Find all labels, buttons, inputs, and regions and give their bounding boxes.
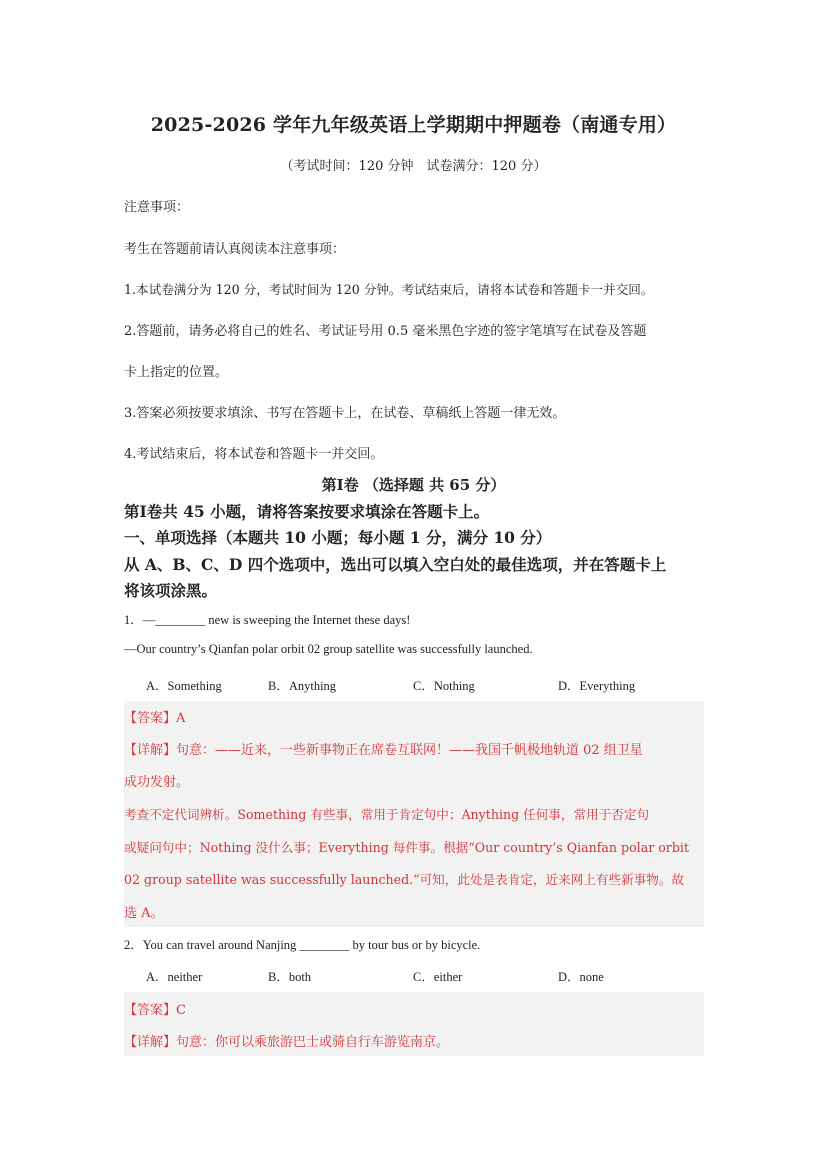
question-stem: 2．You can travel around Nanjing ________ by tour bus or by bicycle. bbox=[124, 938, 481, 952]
answer-label: 【答案】C bbox=[124, 1003, 186, 1018]
option-a: A．Something bbox=[146, 679, 222, 693]
notes-item: 1.本试卷满分为 120 分，考试时间为 120 分钟。考试结束后，请将本试卷和答题卡一并交回。 bbox=[124, 282, 654, 297]
option-c: C．Nothing bbox=[413, 679, 475, 693]
detail-line: 考查不定代词辨析。Something 有些事，常用于肯定句中；Anything 任何事，常用于否定句 bbox=[124, 807, 650, 822]
question-stem: 1．—________ new is sweeping the Internet these days! bbox=[124, 613, 411, 627]
answer-label: 【答案】A bbox=[124, 711, 186, 726]
notes-heading: 注意事项： bbox=[124, 200, 190, 215]
detail-line: 【详解】句意：你可以乘旅游巴士或骑自行车游览南京。 bbox=[124, 1035, 450, 1050]
notes-item: 2.答题前，请务必将自己的姓名、考试证号用 0.5 毫米黑色字迹的签字笔填写在试卷及答题 bbox=[124, 324, 647, 339]
option-c: C．either bbox=[413, 970, 463, 984]
detail-line: 或疑问句中；Nothing 没什么事；Everything 每件事。根据“Our country’s Qianfan polar orbit bbox=[124, 840, 689, 855]
detail-line: 【详解】句意：——近来，一些新事物正在席卷互联网！——我国千帆极地轨道 02 组卫星 bbox=[124, 743, 643, 758]
option-a: A．neither bbox=[146, 970, 203, 984]
option-d: D．none bbox=[558, 970, 604, 984]
section-instruction: 第Ⅰ卷共 45 小题，请将答案按要求填涂在答题卡上。 bbox=[124, 502, 490, 521]
section-part-heading: 一、单项选择（本题共 10 小题；每小题 1 分，满分 10 分） bbox=[124, 528, 552, 547]
detail-line: 选 A。 bbox=[124, 906, 164, 921]
notes-item: 3.答案必须按要求填涂、书写在答题卡上，在试卷、草稿纸上答题一律无效。 bbox=[124, 406, 566, 421]
notes-intro: 考生在答题前请认真阅读本注意事项： bbox=[124, 242, 346, 257]
option-d: D．Everything bbox=[558, 679, 636, 693]
question-stem: —Our country’s Qianfan polar orbit 02 group satellite was successfully launched. bbox=[124, 642, 533, 656]
notes-item: 卡上指定的位置。 bbox=[124, 365, 229, 380]
option-b: B．both bbox=[268, 970, 312, 984]
exam-title: 2025-2026 学年九年级英语上学期期中押题卷（南通专用） bbox=[150, 114, 677, 136]
section-title: 第Ⅰ卷 （选择题 共 65 分） bbox=[321, 476, 506, 494]
detail-line: 02 group satellite was successfully launched.”可知，此处是表肯定，近来网上有些新事物。故 bbox=[124, 872, 685, 887]
notes-item: 4.考试结束后，将本试卷和答题卡一并交回。 bbox=[124, 447, 384, 462]
section-directions: 从 A、B、C、D 四个选项中，选出可以填入空白处的最佳选项，并在答题卡上 bbox=[124, 555, 667, 574]
section-directions: 将该项涂黑。 bbox=[124, 581, 218, 600]
detail-line: 成功发射。 bbox=[124, 775, 190, 790]
option-b: B．Anything bbox=[268, 679, 337, 693]
exam-subtitle: （考试时间：120 分钟 试卷满分：120 分） bbox=[280, 159, 547, 174]
